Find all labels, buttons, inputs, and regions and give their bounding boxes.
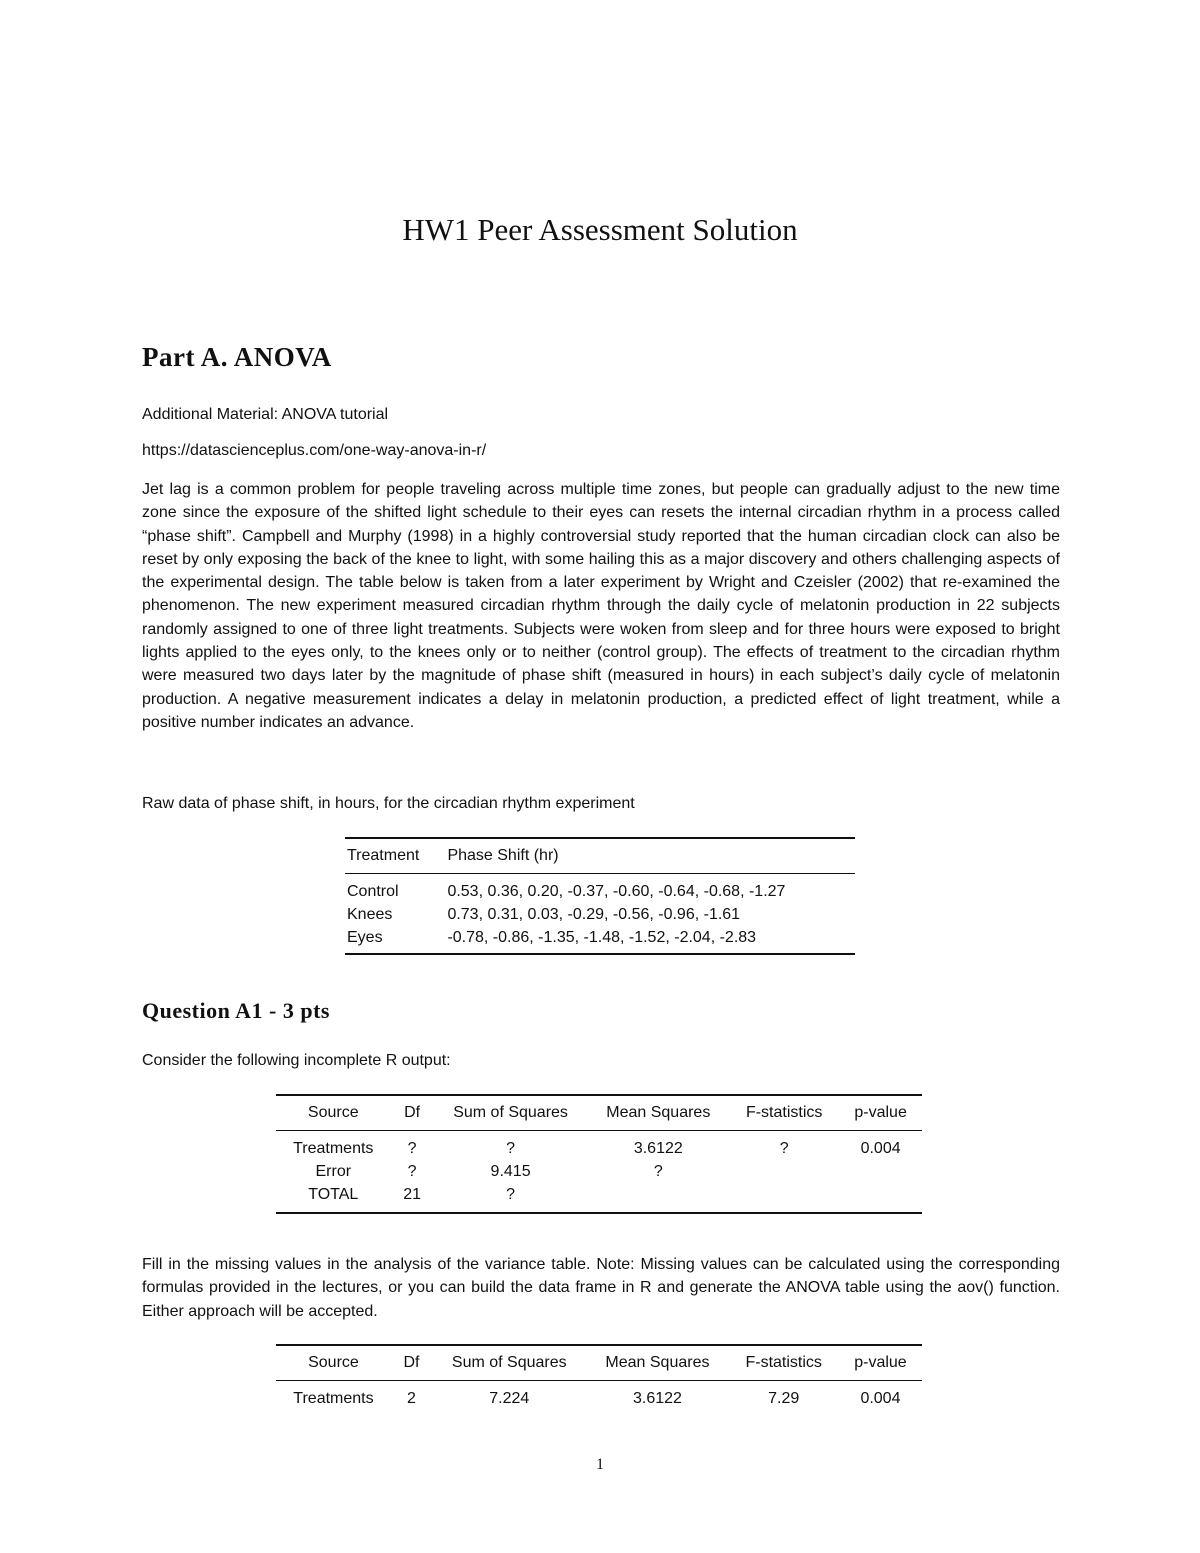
- header-ms: Mean Squares: [605, 1354, 710, 1371]
- header-p: p-value: [854, 1354, 907, 1371]
- cell-ss: 7.224: [489, 1389, 530, 1407]
- fill-instructions: Fill in the missing values in the analysis of the variance table. Note: Missing values can be calculated using the corresponding formulas provided in the lectures, or you can build the data frame in R and generate the ANOVA table using the aov() function. Either approach will be accepted.: [142, 1256, 1060, 1320]
- additional-material: Additional Material: ANOVA tutorial: [142, 406, 389, 423]
- header-ms: Mean Squares: [606, 1104, 711, 1121]
- tutorial-link[interactable]: https://datascienceplus.com/one-way-anova-in-r/: [142, 442, 487, 459]
- page-number: 1: [596, 1456, 604, 1473]
- cell-source: Error: [315, 1162, 352, 1180]
- cell-ss: ?: [506, 1185, 516, 1203]
- table-row: [276, 1183, 922, 1213]
- header-source: Source: [307, 1104, 359, 1121]
- cell-f: 7.29: [768, 1389, 800, 1407]
- table-header-row: [276, 1095, 922, 1131]
- values-cell: 0.73, 0.31, 0.03, -0.29, -0.56, -0.96, -1.61: [447, 905, 741, 923]
- cell-source: TOTAL: [308, 1185, 359, 1203]
- header-treatment: Treatment: [347, 847, 420, 864]
- cell-df: ?: [407, 1162, 417, 1180]
- header-p: p-value: [854, 1104, 907, 1121]
- header-df: Df: [404, 1104, 421, 1121]
- cell-ms: 3.6122: [632, 1389, 682, 1407]
- cell-ss: ?: [506, 1139, 516, 1157]
- values-cell: 0.53, 0.36, 0.20, -0.37, -0.60, -0.64, -0.68, -1.27: [447, 882, 786, 900]
- cell-ms: 3.6122: [633, 1139, 683, 1157]
- raw-data-caption: Raw data of phase shift, in hours, for the circadian rhythm experiment: [142, 795, 635, 812]
- document-title: HW1 Peer Assessment Solution: [402, 212, 798, 247]
- cell-p: [839, 1183, 922, 1213]
- table-row: [345, 874, 855, 904]
- anova-answer-table: [276, 1344, 922, 1410]
- table-row: [276, 1131, 922, 1161]
- treatment-cell: Control: [347, 882, 399, 900]
- cell-ms: ?: [653, 1162, 663, 1180]
- cell-f: [729, 1183, 839, 1213]
- cell-df: 2: [407, 1389, 416, 1407]
- header-f: F-statistics: [745, 1104, 823, 1121]
- values-cell: -0.78, -0.86, -1.35, -1.48, -1.52, -2.04, -2.83: [447, 928, 757, 946]
- treatment-cell: Knees: [347, 905, 393, 923]
- cell-df: 21: [403, 1185, 421, 1203]
- part-heading: Part A. ANOVA: [142, 342, 332, 372]
- table-header-row: [276, 1345, 922, 1381]
- intro-paragraph: Jet lag is a common problem for people traveling across multiple time zones, but people can gradually adjust to the new time zone since the exposure of the shifted light schedule to their eyes can resets the internal circadian rhythm in a process called “phase shift”. Campbell and Murphy (1998) in a highly controversial study reported that the human circadian clock can also be reset by only exposing the back of the knee to light, with some hailing this as a major discovery and others challenging aspects of the experimental design. The table below is taken from a later experiment by Wright and Czeisler (2002) that re-examined the phenomenon. The new experiment measured circadian rhythm through the daily cycle of melatonin production in 22 subjects randomly assigned to one of three light treatments. Subjects were woken from sleep and for three hours were exposed to bright lights applied to the eyes only, to the knees only or to neither (control group). The effects of treatment to the circadian rhythm were measured two days later by the magnitude of phase shift (measured in hours) in each subject’s daily cycle of melatonin production. A negative measurement indicates a delay in melatonin production, a predicted effect of light treatment, while a positive number indicates an advance.: [142, 481, 1060, 731]
- cell-source: Treatments: [293, 1139, 374, 1157]
- header-df: Df: [403, 1354, 420, 1371]
- anova-incomplete-table: [276, 1094, 922, 1214]
- raw-data-table: [345, 837, 855, 955]
- cell-ss: 9.415: [490, 1162, 531, 1180]
- cell-f: [729, 1160, 839, 1183]
- table-row: [276, 1381, 922, 1411]
- question-heading: Question A1 - 3 pts: [142, 998, 330, 1023]
- cell-df: ?: [407, 1139, 417, 1157]
- cell-p: [839, 1160, 922, 1183]
- cell-f: ?: [779, 1139, 789, 1157]
- header-ss: Sum of Squares: [453, 1104, 568, 1121]
- table-row: [345, 926, 855, 954]
- question-text: Consider the following incomplete R output:: [142, 1052, 451, 1069]
- cell-ms: [587, 1183, 729, 1213]
- table-row: [345, 903, 855, 926]
- header-source: Source: [308, 1354, 359, 1371]
- header-ss: Sum of Squares: [451, 1354, 567, 1371]
- header-phase-shift: Phase Shift (hr): [447, 847, 559, 864]
- table-row: [276, 1160, 922, 1183]
- treatment-cell: Eyes: [347, 928, 383, 946]
- table-header-row: [345, 838, 855, 874]
- cell-p: 0.004: [860, 1139, 901, 1157]
- cell-source: Treatments: [293, 1389, 374, 1407]
- cell-p: 0.004: [860, 1389, 901, 1407]
- header-f: F-statistics: [745, 1354, 822, 1371]
